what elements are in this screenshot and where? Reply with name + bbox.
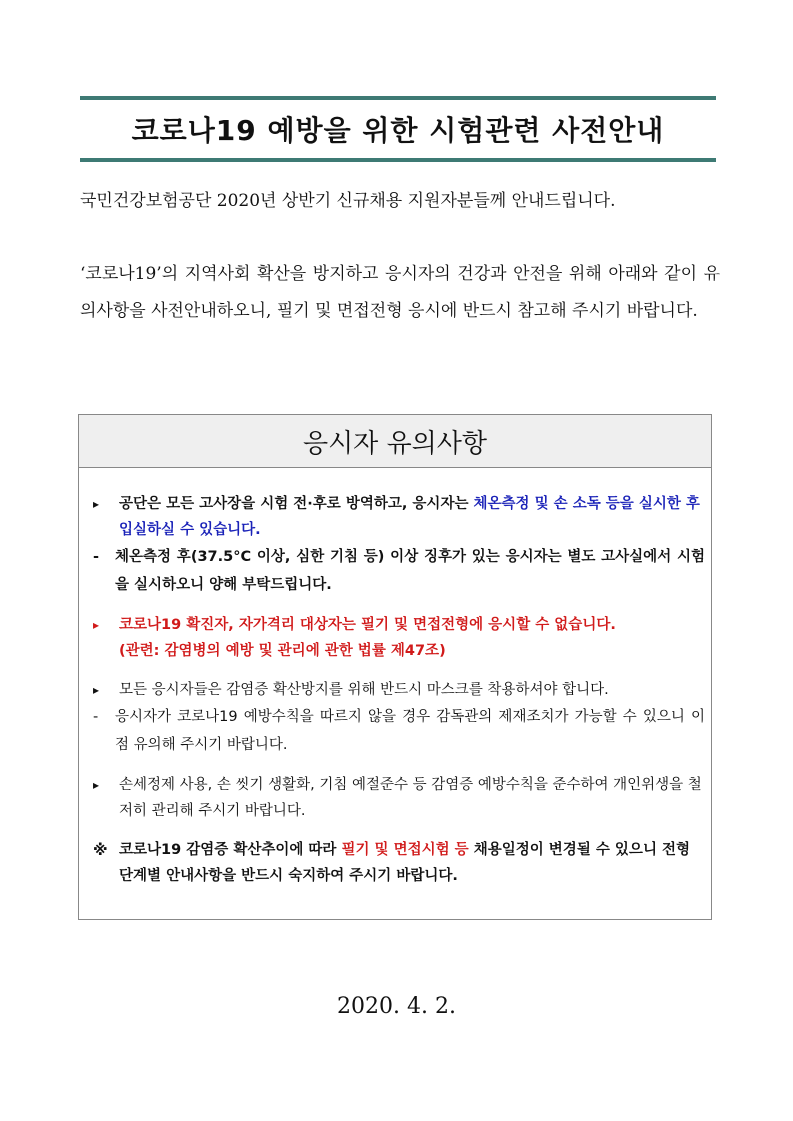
notice-box xyxy=(78,414,712,920)
intro-paragraph: ‘코로나19’의 지역사회 확산을 방지하고 응시자의 건강과 안전을 위해 아래와 같이 유의사항을 사전안내하오니, 필기 및 면접전형 응시에 반드시 참고해 주시기 바랍니다. xyxy=(80,264,720,321)
note-text-rest: 채용일정이 변경될 수 있으니 전형 단계별 안내사항을 반드시 숙지하여 주시기 바랍니다. xyxy=(119,842,691,884)
dash-marker: - xyxy=(93,549,100,565)
title-banner xyxy=(80,96,716,162)
bullet-icon: ▸ xyxy=(93,618,100,632)
item-text: 손세정제 사용, 손 씻기 생활화, 기침 예절준수 등 감염증 예방수칙을 준수하여 개인위생을 철저히 관리해 주시기 바랍니다. xyxy=(119,777,702,819)
notice-item-hygiene xyxy=(93,772,705,824)
legal-reference: (관련: 감염병의 예방 및 관리에 관한 법률 제47조) xyxy=(119,643,446,659)
bullet-icon: ▸ xyxy=(93,778,100,792)
item-text: 모든 응시자들은 감염증 확산방지를 위해 반드시 마스크를 착용하셔야 합니다. xyxy=(119,682,609,698)
note-text: 코로나19 감염증 확산추이에 따라 xyxy=(119,842,342,858)
note-highlight-red: 필기 및 면접시험 등 xyxy=(341,842,469,858)
notice-item-mask xyxy=(93,677,705,703)
item-text: 공단은 모든 고사장을 시험 전·후로 방역하고, 응시자는 xyxy=(119,496,474,512)
reference-mark-icon: ※ xyxy=(93,841,108,859)
notice-header xyxy=(79,415,711,468)
notice-items xyxy=(93,491,705,889)
notice-schedule-note xyxy=(93,837,705,889)
bullet-icon: ▸ xyxy=(93,497,100,511)
notice-subitem-sanction xyxy=(93,703,705,759)
notice-item-exclusion xyxy=(93,612,705,664)
subitem-text: 체온측정 후(37.5°C 이상, 심한 기침 등) 이상 징후가 있는 응시자는 별도 고사실에서 시험을 실시하오니 양해 부탁드립니다. xyxy=(115,549,705,593)
subitem-text: 응시자가 코로나19 예방수칙을 따르지 않을 경우 감독관의 제재조치가 가능할 수 있으니 이 점 유의해 주시기 바랍니다. xyxy=(115,709,705,753)
item-highlight-blue: 체온측정 및 손 소독 등을 실시한 후 입실하실 수 있습니다. xyxy=(119,496,700,538)
notice-subitem-temperature xyxy=(93,543,705,599)
notice-heading: 응시자 유의사항 xyxy=(302,428,488,459)
bullet-icon: ▸ xyxy=(93,683,100,697)
document-date: 2020. 4. 2. xyxy=(337,994,456,1019)
dash-marker: - xyxy=(93,709,99,725)
item-text: 코로나19 확진자, 자가격리 대상자는 필기 및 면접전형에 응시할 수 없습니다. xyxy=(119,617,616,633)
page-title: 코로나19 예방을 위한 시험관련 사전안내 xyxy=(131,114,665,147)
intro-greeting: 국민건강보험공단 2020년 상반기 신규채용 지원자분들께 안내드립니다. xyxy=(80,191,616,211)
notice-item-disinfection xyxy=(93,491,705,543)
